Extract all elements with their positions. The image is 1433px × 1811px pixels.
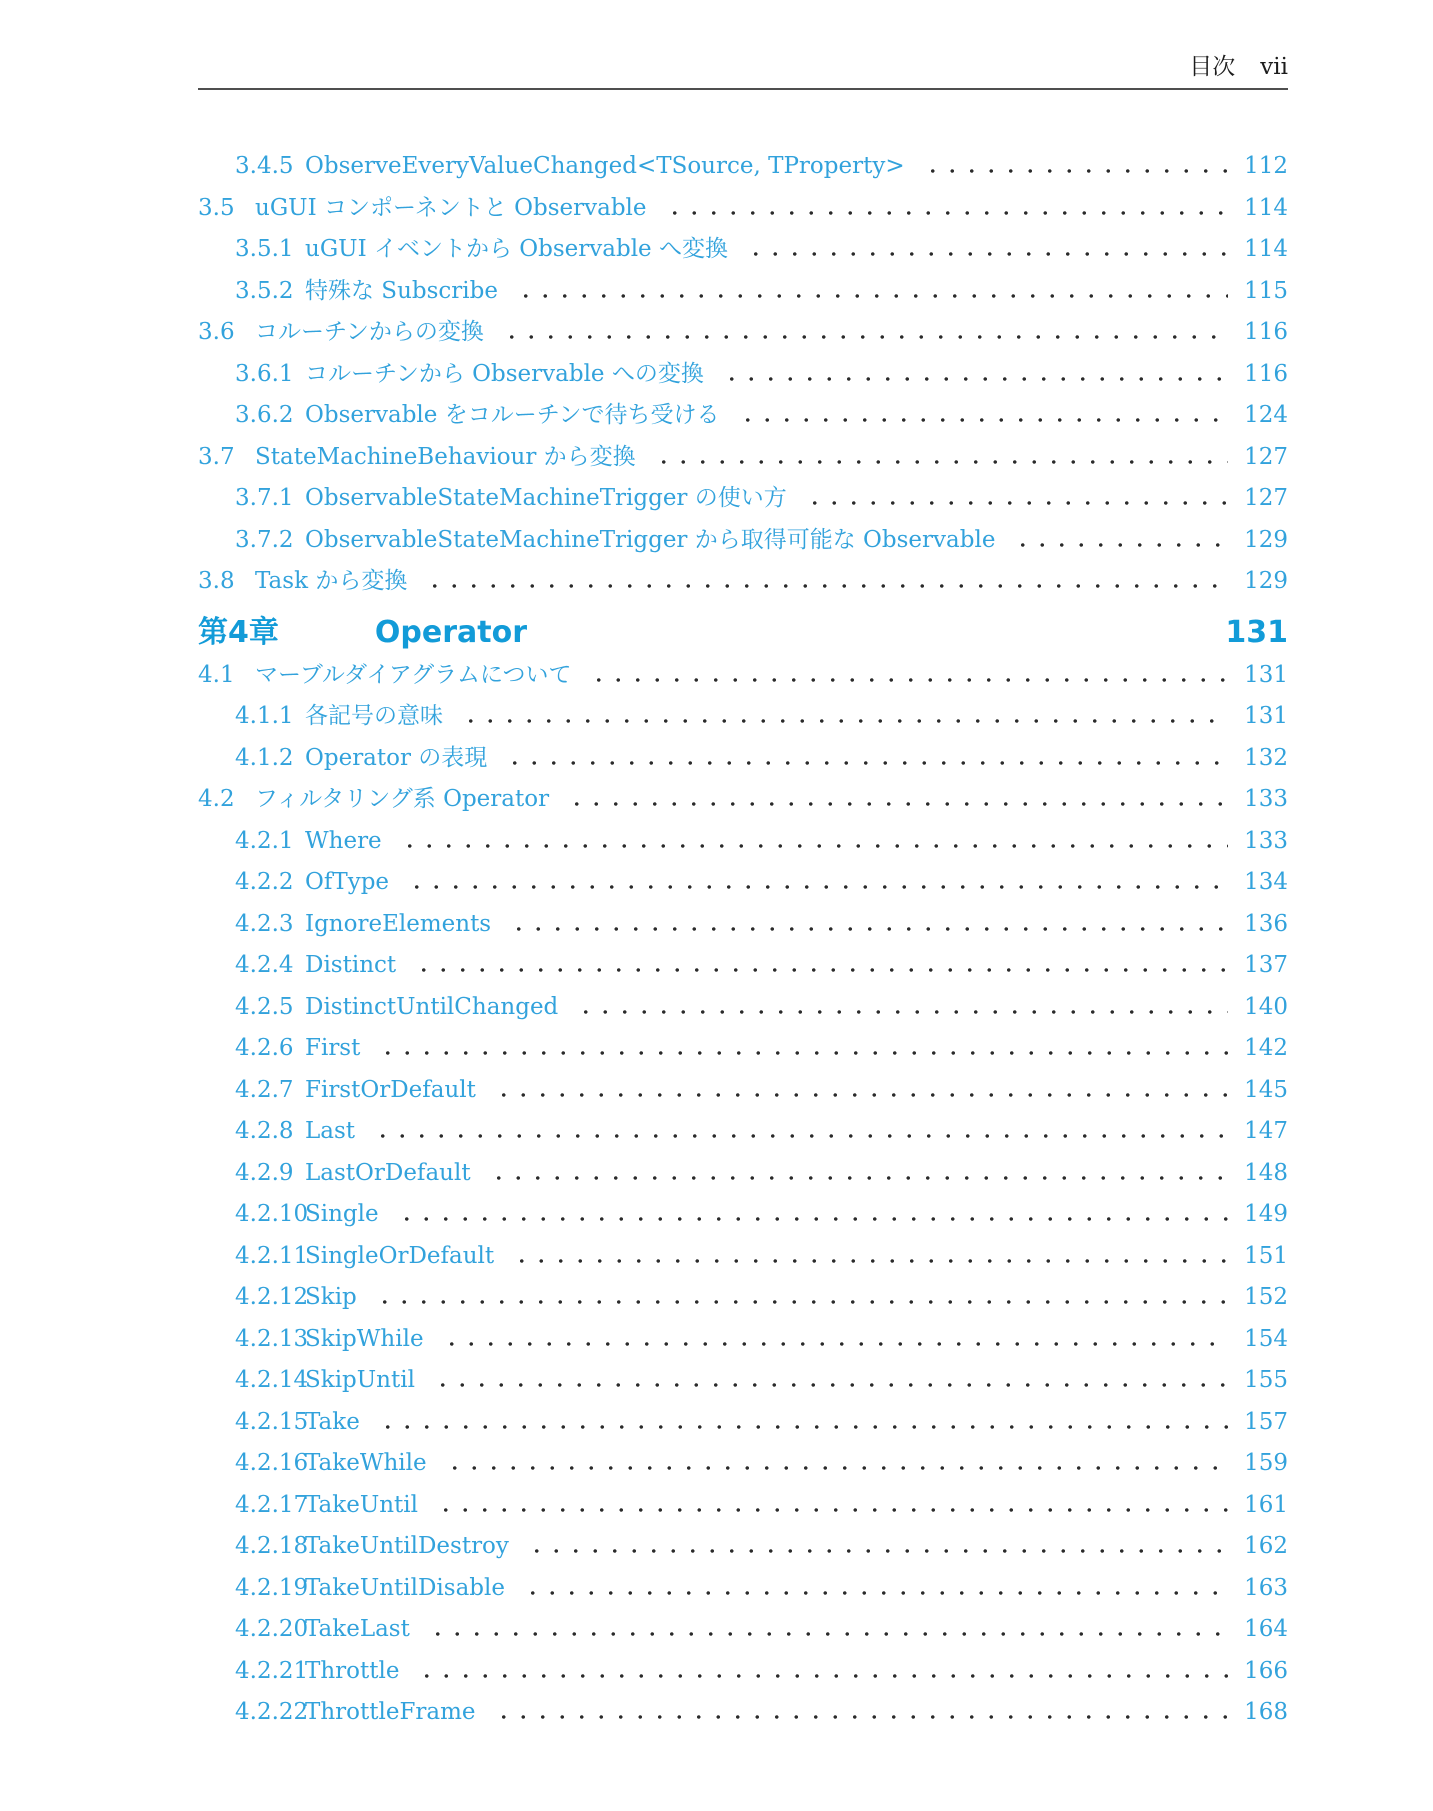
toc-entry-number: 4.2.5 xyxy=(235,993,294,1020)
dot-leader xyxy=(648,437,1228,479)
toc-entry-title: Where xyxy=(305,827,382,854)
toc-entry-page: 116 xyxy=(1244,360,1288,387)
dot-leader xyxy=(369,1277,1228,1319)
dot-leader xyxy=(430,1485,1228,1527)
toc-entry[interactable] xyxy=(198,655,1288,697)
toc-entry-title: SkipWhile xyxy=(305,1325,424,1352)
toc-entry[interactable] xyxy=(198,738,1288,780)
toc-entry-number: 3.7 xyxy=(198,443,235,470)
toc-entry-number: 4.2.18 xyxy=(235,1533,309,1559)
toc-entry-page: 162 xyxy=(1244,1533,1288,1559)
toc-entry-number: 4.1 xyxy=(198,661,235,688)
dot-leader xyxy=(917,146,1228,188)
toc-entry-number: 3.4.5 xyxy=(235,153,294,179)
toc-entry-page: 151 xyxy=(1244,1242,1288,1269)
toc-entry-title: IgnoreElements xyxy=(305,910,492,937)
toc-entry-title: Distinct xyxy=(305,952,397,978)
toc-entry-number: 3.6 xyxy=(198,319,235,345)
dot-leader xyxy=(372,1028,1228,1070)
toc-entry[interactable] xyxy=(198,1028,1288,1070)
toc-entry-title: 特殊な Subscribe xyxy=(305,277,498,304)
toc-entry-number: 4.2.2 xyxy=(235,869,294,895)
toc-entry-title: フィルタリング系 Operator xyxy=(255,786,550,812)
dot-leader xyxy=(716,354,1228,396)
toc-entry-title: Throttle xyxy=(305,1657,400,1684)
toc-entry-title: TakeUntilDisable xyxy=(305,1574,505,1601)
toc-entry[interactable] xyxy=(198,1236,1288,1278)
toc-entry[interactable] xyxy=(198,1070,1288,1112)
dot-leader xyxy=(499,738,1228,780)
toc-entry[interactable] xyxy=(198,904,1288,946)
toc-entry-number: 4.2.21 xyxy=(235,1657,309,1684)
toc-entry-number: 4.2.14 xyxy=(235,1367,309,1393)
toc-entry-page: 163 xyxy=(1244,1574,1288,1601)
toc-entry-title: DistinctUntilChanged xyxy=(305,993,559,1020)
toc-entry[interactable] xyxy=(198,1360,1288,1402)
toc-entry-title: Operator の表現 xyxy=(305,744,488,771)
toc-entry[interactable] xyxy=(198,437,1288,479)
toc-entry-title: First xyxy=(305,1035,361,1061)
toc-entry[interactable] xyxy=(198,395,1288,437)
toc-entry-title: ObservableStateMachineTrigger から取得可能な Observable xyxy=(305,526,996,553)
toc-entry-page: 155 xyxy=(1244,1367,1288,1393)
toc-entry-page: 161 xyxy=(1244,1491,1288,1518)
toc-entry[interactable] xyxy=(198,821,1288,863)
dot-leader xyxy=(510,271,1228,313)
toc-entry-title: 各記号の意味 xyxy=(305,703,443,729)
toc-entry-page: 152 xyxy=(1244,1284,1288,1310)
dot-leader xyxy=(439,1443,1228,1485)
toc-entry-number: 4.2.17 xyxy=(235,1491,309,1518)
toc-entry-page: 149 xyxy=(1244,1201,1288,1227)
dot-leader xyxy=(427,1360,1228,1402)
toc-entry-number: 3.7.1 xyxy=(235,485,294,511)
dot-leader xyxy=(517,1568,1228,1610)
dot-leader xyxy=(419,561,1228,603)
toc-entry[interactable] xyxy=(198,478,1288,520)
toc-entry-title: Take xyxy=(305,1408,360,1435)
toc-entry-page: 145 xyxy=(1244,1076,1288,1103)
toc-entry[interactable] xyxy=(198,271,1288,313)
toc-entry-title: uGUI コンポーネントと Observable xyxy=(255,194,647,221)
dot-leader xyxy=(561,779,1228,821)
dot-leader xyxy=(570,987,1228,1029)
header-page-number: vii xyxy=(1260,54,1288,80)
toc-entry-number: 4.2.22 xyxy=(235,1699,309,1725)
toc-entry-number: 4.2.16 xyxy=(235,1450,309,1476)
toc-entry[interactable] xyxy=(198,1153,1288,1195)
toc-entry[interactable] xyxy=(198,862,1288,904)
toc-entry-number: 4.2.4 xyxy=(235,952,294,978)
dot-leader xyxy=(659,188,1228,230)
page-content xyxy=(198,0,1288,1734)
toc-entry-page: 129 xyxy=(1244,526,1288,553)
toc-entry-page: 114 xyxy=(1244,236,1288,262)
dot-leader xyxy=(401,862,1228,904)
dot-leader xyxy=(488,1692,1228,1734)
dot-leader xyxy=(503,904,1228,946)
toc-entry-number: 4.2.20 xyxy=(235,1616,309,1642)
toc-entry-title: Skip xyxy=(305,1284,357,1310)
toc-entry-title: Observable をコルーチンで待ち受ける xyxy=(305,402,720,428)
toc-entry-number: 4.2.15 xyxy=(235,1408,309,1435)
toc-entry-number: 3.8 xyxy=(198,568,235,594)
toc-entry-number: 4.2.6 xyxy=(235,1035,294,1061)
toc-entry[interactable] xyxy=(198,779,1288,821)
toc-entry-page: 157 xyxy=(1244,1408,1288,1435)
toc-entry-page: 137 xyxy=(1244,952,1288,978)
toc-entry-number: 3.6.1 xyxy=(235,360,294,387)
dot-leader xyxy=(411,1651,1228,1693)
toc-entry[interactable] xyxy=(198,229,1288,271)
chapter-heading-entry[interactable] xyxy=(198,611,1288,655)
toc-entry[interactable] xyxy=(198,1194,1288,1236)
toc-entry-title: Single xyxy=(305,1201,379,1227)
dot-leader xyxy=(408,945,1228,987)
toc-entry-page: 115 xyxy=(1244,277,1288,304)
toc-entry-page: 168 xyxy=(1244,1699,1288,1725)
toc-entry-page: 127 xyxy=(1244,485,1288,511)
toc-entry-title: ObservableStateMachineTrigger の使い方 xyxy=(305,485,787,511)
chapter-label: 第4章 xyxy=(198,614,279,650)
toc-entry-title: LastOrDefault xyxy=(305,1159,471,1186)
toc-entry[interactable] xyxy=(198,1443,1288,1485)
toc-entry[interactable] xyxy=(198,1277,1288,1319)
toc-entry-title: OfType xyxy=(305,869,390,895)
toc-entry-number: 4.2.13 xyxy=(235,1325,309,1352)
toc-entry-title: ThrottleFrame xyxy=(305,1699,476,1725)
toc-entry[interactable] xyxy=(198,520,1288,562)
toc-entry-title: SkipUntil xyxy=(305,1367,415,1393)
toc-entry-page: 127 xyxy=(1244,443,1288,470)
toc-entry-page: 134 xyxy=(1244,869,1288,895)
toc-entry-number: 4.2.3 xyxy=(235,910,294,937)
toc-entry-page: 136 xyxy=(1244,910,1288,937)
toc-entry-page: 112 xyxy=(1244,153,1288,179)
toc-entry-page: 166 xyxy=(1244,1657,1288,1684)
toc-entry-number: 4.2 xyxy=(198,786,235,812)
toc-entry-number: 3.5.1 xyxy=(235,236,294,262)
toc-entry-number: 4.2.19 xyxy=(235,1574,309,1601)
toc-entry[interactable] xyxy=(198,188,1288,230)
toc-entry-title: TakeLast xyxy=(305,1616,410,1642)
toc-entry-title: Task から変換 xyxy=(255,568,408,594)
toc-entry-page: 124 xyxy=(1244,402,1288,428)
toc-entry-number: 4.2.9 xyxy=(235,1159,294,1186)
header-section-label: 目次 xyxy=(1189,54,1236,80)
toc-entry-number: 3.5.2 xyxy=(235,277,294,304)
dot-leader xyxy=(483,1153,1228,1195)
toc-entry-page: 154 xyxy=(1244,1325,1288,1352)
toc-entry-number: 4.2.10 xyxy=(235,1201,309,1227)
toc-entry-page: 148 xyxy=(1244,1159,1288,1186)
dot-leader xyxy=(1007,520,1228,562)
dot-leader xyxy=(391,1194,1228,1236)
toc-entry-title: コルーチンから Observable への変換 xyxy=(305,360,704,387)
dot-leader xyxy=(394,821,1228,863)
dot-leader xyxy=(422,1609,1228,1651)
toc-entry-number: 4.2.12 xyxy=(235,1284,309,1310)
dot-leader xyxy=(488,1070,1228,1112)
toc-entry[interactable] xyxy=(198,1526,1288,1568)
toc-entry-title: TakeUntilDestroy xyxy=(305,1533,509,1559)
toc-entry-number: 3.6.2 xyxy=(235,402,294,428)
toc-entry[interactable] xyxy=(198,1402,1288,1444)
toc-entry-page: 133 xyxy=(1244,786,1288,812)
toc-entry-page: 147 xyxy=(1244,1118,1288,1144)
toc-entry[interactable] xyxy=(198,1609,1288,1651)
toc-entry[interactable] xyxy=(198,945,1288,987)
toc-entry[interactable] xyxy=(198,1568,1288,1610)
toc-entry-page: 159 xyxy=(1244,1450,1288,1476)
dot-leader xyxy=(367,1111,1228,1153)
dot-leader xyxy=(740,229,1228,271)
toc-entry-page: 129 xyxy=(1244,568,1288,594)
toc-entry-number: 4.2.11 xyxy=(235,1242,309,1269)
toc-entry-page: 132 xyxy=(1244,744,1288,771)
toc-entry[interactable] xyxy=(198,354,1288,396)
toc-entry[interactable] xyxy=(198,146,1288,188)
dot-leader xyxy=(583,655,1228,697)
toc-entry-title: StateMachineBehaviour から変換 xyxy=(255,443,636,470)
toc-entry-title: Last xyxy=(305,1118,356,1144)
toc-entry-number: 4.1.1 xyxy=(235,703,294,729)
dot-leader xyxy=(521,1526,1228,1568)
dot-leader xyxy=(372,1402,1228,1444)
toc-list-before-chapter xyxy=(198,146,1288,603)
toc-entry[interactable] xyxy=(198,312,1288,354)
toc-entry-title: uGUI イベントから Observable へ変換 xyxy=(305,236,728,262)
toc-entry-title: コルーチンからの変換 xyxy=(255,319,484,345)
running-header xyxy=(198,0,1288,90)
toc-entry-title: SingleOrDefault xyxy=(305,1242,495,1269)
dot-leader xyxy=(799,478,1228,520)
toc-entry[interactable] xyxy=(198,1485,1288,1527)
dot-leader xyxy=(732,395,1228,437)
chapter-title: Operator xyxy=(374,614,527,650)
toc-entry[interactable] xyxy=(198,987,1288,1029)
toc-entry-page: 140 xyxy=(1244,993,1288,1020)
dot-leader xyxy=(436,1319,1228,1361)
dot-leader xyxy=(496,312,1228,354)
toc-entry-number: 4.2.8 xyxy=(235,1118,294,1144)
toc-entry-page: 164 xyxy=(1244,1616,1288,1642)
toc-entry[interactable] xyxy=(198,1319,1288,1361)
toc-entry-page: 131 xyxy=(1244,661,1288,688)
toc-entry-number: 3.7.2 xyxy=(235,526,294,553)
toc-entry[interactable] xyxy=(198,1692,1288,1734)
toc-entry-page: 142 xyxy=(1244,1035,1288,1061)
toc-entry-page: 116 xyxy=(1244,319,1288,345)
toc-entry[interactable] xyxy=(198,1651,1288,1693)
toc-entry-title: ObserveEveryValueChanged<TSource, TProperty> xyxy=(305,153,905,179)
toc-entry-title: マーブルダイアグラムについて xyxy=(255,661,572,688)
toc-entry[interactable] xyxy=(198,696,1288,738)
toc-entry-number: 3.5 xyxy=(198,194,235,221)
toc-list-after-chapter xyxy=(198,655,1288,1734)
toc-entry-number: 4.1.2 xyxy=(235,744,294,771)
toc-entry-title: FirstOrDefault xyxy=(305,1076,476,1103)
toc-entry-number: 4.2.1 xyxy=(235,827,294,854)
toc-entry-page: 133 xyxy=(1244,827,1288,854)
chapter-page-number: 131 xyxy=(1225,614,1288,650)
toc-entry[interactable] xyxy=(198,1111,1288,1153)
toc-entry[interactable] xyxy=(198,561,1288,603)
toc-entry-page: 131 xyxy=(1244,703,1288,729)
dot-leader xyxy=(506,1236,1228,1278)
toc-entry-title: TakeUntil xyxy=(305,1491,418,1518)
toc-entry-title: TakeWhile xyxy=(305,1450,427,1476)
toc-entry-number: 4.2.7 xyxy=(235,1076,294,1103)
toc-entry-page: 114 xyxy=(1244,194,1288,221)
dot-leader xyxy=(455,696,1228,738)
